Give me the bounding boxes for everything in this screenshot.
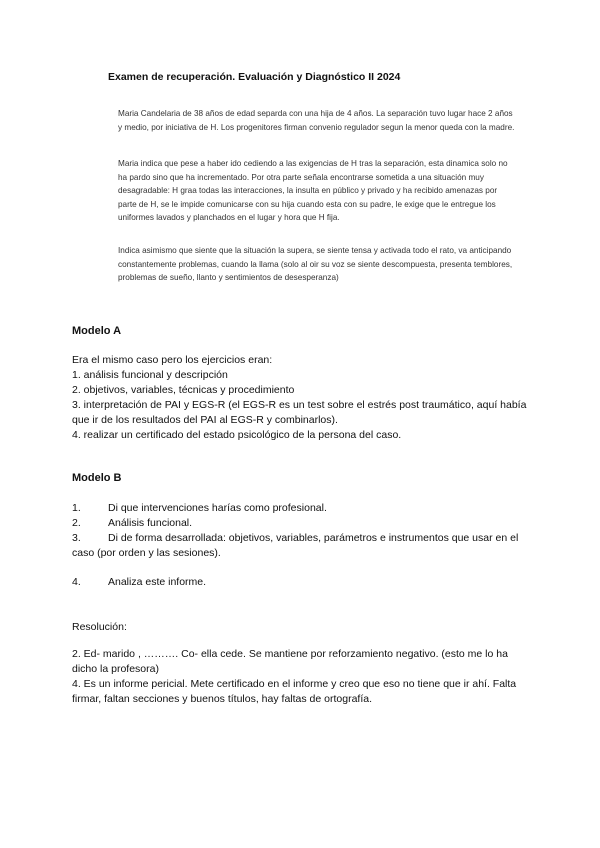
- resolucion-body: [72, 647, 532, 707]
- resolucion-heading: Resolución:: [72, 621, 127, 633]
- modelo-a-list: [72, 353, 532, 443]
- item-number: 1.: [72, 502, 81, 514]
- resolucion-line-2: 4. Es un informe pericial. Mete certificado en el informe y creo que eso no tiene que ir ahí. Falta firmar, faltan secciones y buenos títulos, hay faltas de ortografía.: [72, 678, 517, 705]
- exam-title: Examen de recuperación. Evaluación y Diagnóstico II 2024: [108, 71, 401, 83]
- modelo-a-item-2: 2. objetivos, variables, técnicas y procedimiento: [72, 384, 295, 396]
- case-paragraph-2: Maria indica que pese a haber ido cediendo a las exigencias de H tras la separación, esta dinamica solo no ha pardo sino que ha incrementado. Por otra parte señala encontrarse sometida a una situación muy desagradable: H graa todas las interacciones, la insulta en público y privado y ha recibido amenazas por parte de H, se le impide comunicarse con su hija cuando esta con su padre, le exige que le entregue los uniformes lavados y planchados en el lugar y hora que H fija.: [118, 159, 508, 223]
- modelo-a-item-4: 4. realizar un certificado del estado psicológico de la persona del caso.: [72, 429, 402, 441]
- item-number: 3.: [72, 532, 81, 544]
- item-number: 2.: [72, 517, 81, 529]
- case-paragraph-3: Indica asimismo que siente que la situación la supera, se siente tensa y activada todo el rato, va anticipando constantemente problemas, cuando la llama (solo al oir su voz se siente descompuesta, presenta temblores, problemas de sueño, llanto y sentimientos de desesperanza): [118, 246, 513, 283]
- resolucion-line-1: 2. Ed- marido , ………. Co- ella cede. Se mantiene por reforzamiento negativo. (esto me lo ha dicho la profesora): [72, 648, 508, 675]
- modelo-a-item-3: 3. interpretación de PAI y EGS-R (el EGS-R es un test sobre el estrés post traumático, aquí había que ir de los resultados del PAI al EGS-R y combinarlos).: [72, 399, 527, 426]
- item-text: Di de forma desarrollada: objetivos, variables, parámetros e instrumentos que usar en el caso (por orden y las sesiones).: [72, 532, 519, 559]
- modelo-a-intro: Era el mismo caso pero los ejercicios eran:: [72, 354, 273, 366]
- item-number: 4.: [72, 576, 81, 588]
- item-text: Análisis funcional.: [108, 517, 193, 529]
- item-text: Di que intervenciones harías como profesional.: [108, 502, 327, 514]
- modelo-a-heading: Modelo A: [72, 325, 122, 337]
- case-paragraph-1: Maria Candelaria de 38 años de edad separda con una hija de 4 años. La separación tuvo lugar hace 2 años y medio, por iniciativa de H. Los progenitores firman convenio regulador segun la menor queda con la madre.: [118, 109, 515, 132]
- item-text: Analiza este informe.: [108, 576, 207, 588]
- modelo-b-item-1: [72, 501, 532, 516]
- modelo-a-item-1: 1. análisis funcional y descripción: [72, 369, 228, 381]
- modelo-b-item-3: [72, 531, 532, 561]
- modelo-b-heading: Modelo B: [72, 472, 122, 484]
- modelo-b-item-2: [72, 516, 532, 531]
- modelo-b-item-4: [72, 575, 532, 590]
